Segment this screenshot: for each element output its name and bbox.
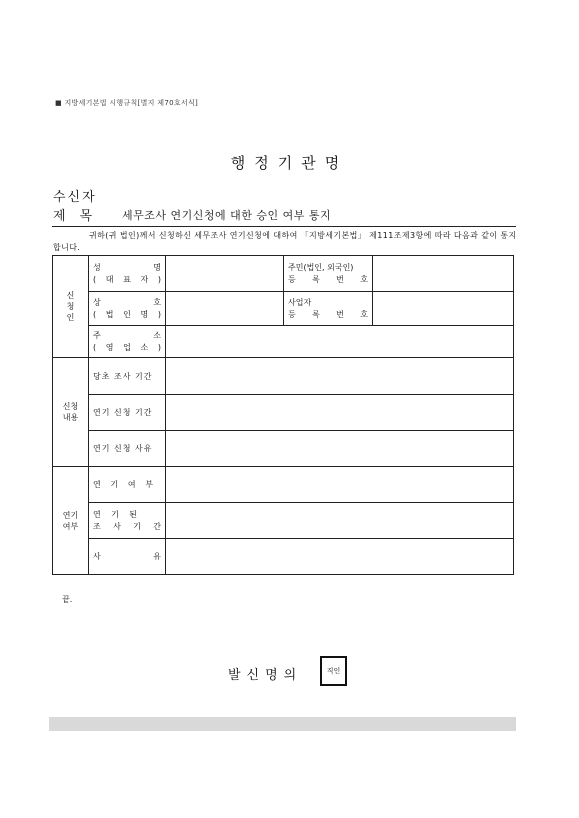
section-text: 신청인 (66, 291, 75, 322)
trade-name-value[interactable] (166, 292, 284, 326)
applicant-section-label (53, 256, 89, 358)
postponed-period-value[interactable] (166, 503, 514, 539)
end-mark: 끝. (62, 595, 73, 604)
decision-reason-label (89, 539, 166, 575)
trade-name-label-line2: ( 법 인 명 ) (93, 309, 161, 319)
decision-reason-label-line: 사 유 (93, 551, 161, 561)
postponed-value[interactable] (166, 467, 514, 503)
business-reg-label (284, 292, 373, 326)
request-reason-value[interactable] (166, 431, 514, 467)
subject-label: 제목 (53, 209, 107, 224)
postponed-label (89, 467, 166, 503)
postponed-period-label-line2: 조 사 기 간 (93, 521, 161, 531)
intro-paragraph: 귀하(귀 법인)께서 신청하신 세무조사 연기신청에 대하여 「지방세기본법」 제111조제3항에 따라 다음과 같이 통지합니다. (53, 231, 517, 252)
postponed-period-label (89, 503, 166, 539)
resident-id-label (284, 256, 373, 292)
header-divider (52, 226, 516, 227)
footer-bar (49, 717, 516, 731)
decision-section-label (53, 467, 89, 575)
section-text: 연기여부 (62, 510, 79, 531)
subject-text: 세무조사 연기신청에 대한 승인 여부 통지 (122, 209, 332, 222)
requested-period-value[interactable] (166, 395, 514, 431)
official-seal-box (320, 656, 347, 686)
trade-name-label (89, 292, 166, 326)
recipient-label: 수신자 (53, 190, 97, 205)
business-reg-label-line1: 사업자 (288, 297, 312, 307)
section-text: 신청내용 (62, 402, 79, 422)
sender-name: 발신명의 (228, 668, 303, 683)
address-label-line1: 주 소 (93, 330, 161, 340)
resident-id-label-line2: 등 록 번 호 (288, 274, 368, 284)
resident-id-value[interactable] (373, 256, 514, 292)
trade-name-label-line1: 상 호 (93, 297, 161, 307)
original-period-label: 당초 조사 기간 (89, 358, 166, 395)
address-label-line2: ( 영 업 소 ) (93, 342, 161, 352)
name-label (89, 256, 166, 292)
business-reg-value[interactable] (373, 292, 514, 326)
requested-period-label: 연기 신청 기간 (89, 395, 166, 431)
original-period-value[interactable] (166, 358, 514, 395)
address-value[interactable] (166, 326, 514, 358)
name-value[interactable] (166, 256, 284, 292)
resident-id-label-line1: 주민(법인, 외국인) (288, 262, 354, 272)
business-reg-label-line2: 등 록 번 호 (288, 309, 368, 319)
seal-text: 직인 (326, 667, 341, 675)
postponed-period-label-line1: 연 기 된 (93, 509, 137, 519)
application-section-label (53, 358, 89, 467)
application-table (52, 255, 514, 575)
name-label-line2: ( 대 표 자 ) (93, 274, 161, 284)
form-reference: ■ 지방세기본법 시행규칙[별지 제70호서식] (55, 99, 199, 107)
postponed-label-line: 연 기 여 부 (93, 479, 153, 489)
decision-reason-value[interactable] (166, 539, 514, 575)
agency-title: 행정기관명 (230, 154, 349, 172)
name-label-line1: 성 명 (93, 262, 161, 272)
request-reason-label: 연기 신청 사유 (89, 431, 166, 467)
address-label (89, 326, 166, 358)
